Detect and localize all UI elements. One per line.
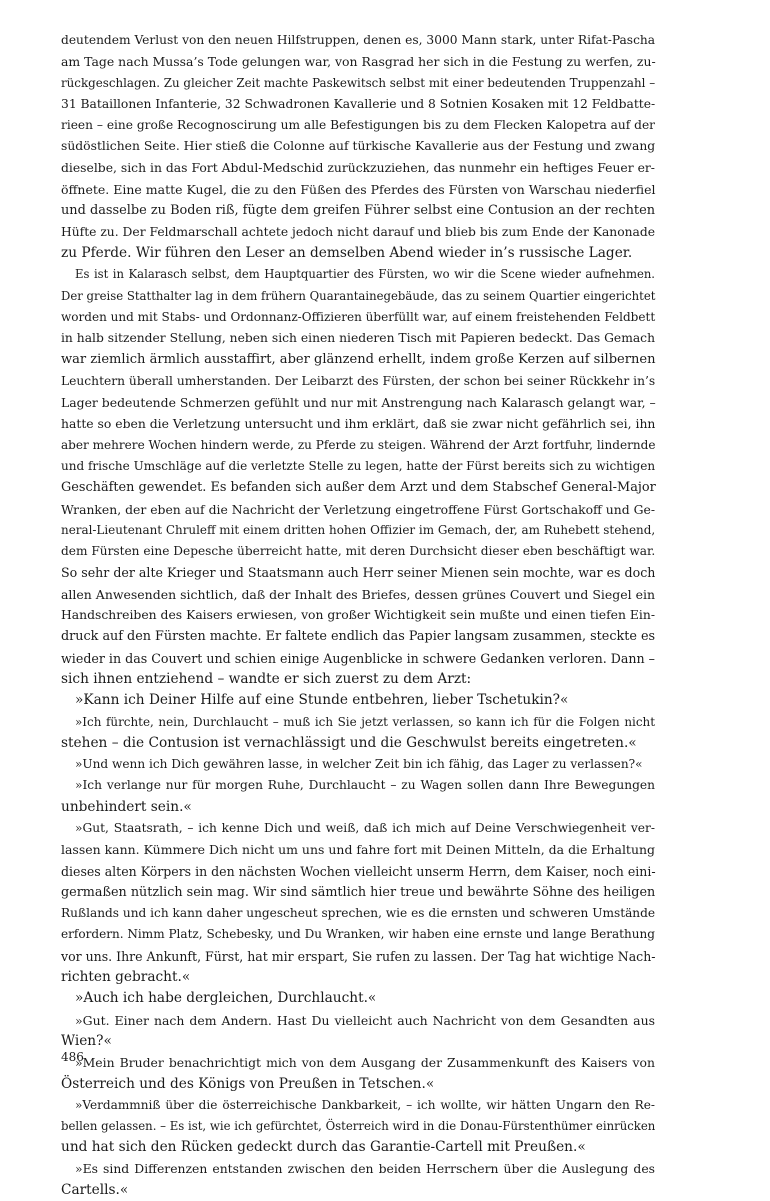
- text-line: neral-Lieutenant Chruleff mit einem dritten hohen Offizier im Gemach, der, am Ruhebett stehend,: [61, 522, 656, 537]
- text-line: Wien?«: [61, 1032, 112, 1049]
- text-line: wieder in das Couvert und schien einige Augenblicke in schwere Gedanken verloren. Dann –: [61, 650, 655, 666]
- text-line: »Auch ich habe dergleichen, Durchlaucht.«: [75, 990, 377, 1007]
- text-line: druck auf den Fürsten machte. Er faltete endlich das Papier langsam zusammen, steckte es: [61, 629, 656, 645]
- text-line: unbehindert sein.«: [61, 798, 192, 815]
- text-line: erfordern. Nimm Platz, Schebesky, und Du Wranken, wir haben eine ernste und lange Berathung: [61, 927, 655, 942]
- text-line: Cartells.«: [61, 1182, 129, 1199]
- text-line: dieses alten Körpers in den nächsten Wochen vielleicht unserm Herrn, dem Kaiser, noch eini-: [61, 863, 656, 879]
- text-line: zu Pferde. Wir führen den Leser an demselben Abend wieder in’s russische Lager.: [61, 244, 633, 261]
- text-line: Hüfte zu. Der Feldmarschall achtete jedoch nicht darauf und blieb bis zum Ende der Kanonade: [61, 224, 655, 239]
- text-line: richten gebracht.«: [61, 969, 191, 986]
- text-line: Geschäften gewendet. Es befanden sich außer dem Arzt und dem Stabschef General-Major: [61, 480, 656, 496]
- text-line: Leuchtern überall umherstanden. Der Leibarzt des Fürsten, der schon bei seiner Rückkehr in’s: [61, 373, 656, 388]
- text-line: Der greise Statthalter lag in dem frühern Quarantainegebäude, das zu seinem Quartier eingerichtet: [61, 288, 656, 303]
- text-line: Es ist in Kalarasch selbst, dem Hauptquartier des Fürsten, wo wir die Scene wieder aufnehmen.: [75, 267, 655, 282]
- text-line: »Gut. Einer nach dem Andern. Hast Du vielleicht auch Nachricht von dem Gesandten aus: [75, 1012, 655, 1028]
- text-line: Lager bedeutende Schmerzen gefühlt und nur mit Anstrengung nach Kalarasch gelangt war, –: [61, 395, 656, 411]
- text-line: »Mein Bruder benachrichtigt mich von dem Ausgang der Zusammenkunft des Kaisers von: [75, 1055, 655, 1071]
- text-line: aber mehrere Wochen hindern werde, zu Pferde zu steigen. Während der Arzt fortfuhr, lindernde: [61, 437, 656, 452]
- text-line: öffnete. Eine matte Kugel, die zu den Füßen des Pferdes des Fürsten von Warschau niederfiel: [61, 182, 656, 198]
- text-line: bellen gelassen. – Es ist, wie ich gefürchtet, Österreich wird in die Donau-Fürstenthümer einrücken: [61, 1119, 656, 1134]
- text-line: südöstlichen Seite. Hier stieß die Colonne auf türkische Kavallerie aus der Festung und zwang: [61, 139, 656, 154]
- text-line: dieselbe, sich in das Fort Abdul-Medschid zurückzuziehen, das nunmehr ein heftiges Feuer er-: [61, 160, 655, 175]
- text-line: 31 Bataillonen Infanterie, 32 Schwadronen Kavallerie und 8 Sotnien Kosaken mit 12 Feldbatte-: [61, 96, 656, 111]
- text-line: Österreich und des Königs von Preußen in Tetschen.«: [61, 1075, 435, 1092]
- text-line: Wranken, der eben auf die Nachricht der Verletzung eingetroffene Fürst Gortschakoff und Ge-: [61, 501, 655, 517]
- text-line: und dasselbe zu Boden riß, fügte dem greifen Führer selbst eine Contusion an der rechten: [61, 203, 655, 219]
- text-line: »Verdammniß über die österreichische Dankbarkeit, – ich wollte, wir hätten Ungarn den Re-: [75, 1097, 655, 1112]
- text-line: vor uns. Ihre Ankunft, Fürst, hat mir erspart, Sie rufen zu lassen. Der Tag hat wichtige Nach-: [61, 948, 656, 964]
- text-line: rückgeschlagen. Zu gleicher Zeit machte Paskewitsch selbst mit einer bedeutenden Truppenzahl –: [61, 75, 656, 90]
- text-line: stehen – die Contusion ist vernachlässigt und die Geschwulst bereits eingetreten.«: [61, 734, 637, 751]
- text-line: und hat sich den Rücken gedeckt durch das Garantie-Cartell mit Preußen.«: [61, 1139, 586, 1156]
- text-line: hatte so eben die Verletzung untersucht und ihm erklärt, daß sie zwar nicht gefährlich sei, ihn: [61, 416, 656, 432]
- text-line: deutendem Verlust von den neuen Hilfstruppen, denen es, 3000 Mann stark, unter Rifat-Pascha: [61, 33, 656, 47]
- text-line: germaßen nützlich sein mag. Wir sind sämtlich hier treue und bewährte Söhne des heiligen: [61, 884, 656, 900]
- page-number: 486: [61, 1050, 84, 1064]
- text-line: und frische Umschläge auf die verletzte Stelle zu legen, hatte der Fürst bereits sich zu wichtigen: [61, 458, 656, 473]
- text-line: »Ich verlange nur für morgen Ruhe, Durchlaucht – zu Wagen sollen dann Ihre Bewegungen: [75, 778, 655, 793]
- text-line: am Tage nach Mussa’s Tode gelungen war, von Rasgrad her sich in die Festung zu werfen, zu-: [61, 54, 656, 70]
- text-line: »Kann ich Deiner Hilfe auf eine Stunde entbehren, lieber Tschetukin?«: [75, 692, 569, 709]
- text-line: rieen – eine große Recognoscirung um alle Befestigungen bis zu dem Flecken Kalopetra auf der: [61, 118, 655, 133]
- body-text: [61, 30, 655, 1201]
- text-line: war ziemlich ärmlich ausstaffirt, aber glänzend erhellt, indem große Kerzen auf silbernen: [61, 352, 656, 368]
- text-line: allen Anwesenden sichtlich, daß der Inhalt des Briefes, dessen grünes Couvert und Siegel ein: [61, 586, 655, 602]
- text-line: lassen kann. Kümmere Dich nicht um uns und fahre fort mit Deinen Mitteln, da die Erhaltung: [61, 842, 655, 858]
- text-line: Rußlands und ich kann daher ungescheut sprechen, wie es die ernsten und schweren Umstände: [61, 906, 656, 921]
- text-line: dem Fürsten eine Depesche überreicht hatte, mit deren Durchsicht dieser eben beschäftigt war.: [61, 544, 656, 559]
- text-line: »Ich fürchte, nein, Durchlaucht – muß ich Sie jetzt verlassen, so kann ich für die Folgen nicht: [75, 714, 655, 729]
- text-line: worden und mit Stabs- und Ordonnanz-Offizieren überfüllt war, auf einem freistehenden Feldbett: [61, 309, 656, 324]
- text-line: »Es sind Differenzen entstanden zwischen den beiden Herrschern über die Auslegung des: [75, 1161, 655, 1176]
- text-line: sich ihnen entziehend – wandte er sich zuerst zu dem Arzt:: [61, 670, 472, 687]
- text-line: So sehr der alte Krieger und Staatsmann auch Herr seiner Mienen sein mochte, war es doch: [61, 565, 656, 581]
- text-line: »Gut, Staatsrath, – ich kenne Dich und weiß, daß ich mich auf Deine Verschwiegenheit ver-: [75, 820, 655, 835]
- text-line: Handschreiben des Kaisers erwiesen, von großer Wichtigkeit sein mußte und einen tiefen Ein-: [61, 608, 655, 623]
- text-line: »Und wenn ich Dich gewähren lasse, in welcher Zeit bin ich fähig, das Lager zu verlassen?«: [75, 757, 643, 772]
- text-line: in halb sitzender Stellung, neben sich einen niederen Tisch mit Papieren bedeckt. Das Gemach: [61, 331, 655, 346]
